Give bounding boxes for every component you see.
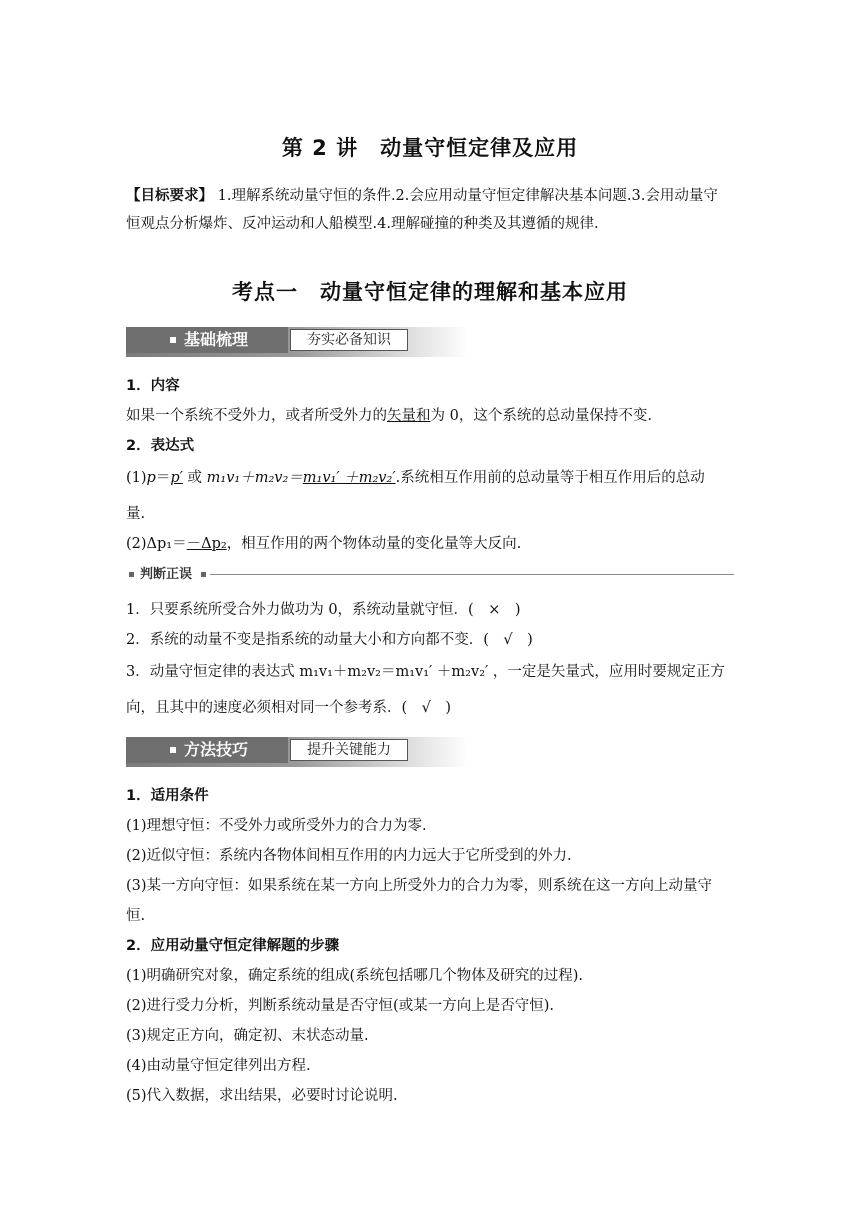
goal-text-1: 1.理解系统动量守恒的条件.2.会应用动量守恒定律解决基本问题.3.会用动量守: [217, 188, 718, 204]
judge-item-2: 2．系统的动量不变是指系统的动量大小和方向都不变．( √ ): [126, 632, 533, 648]
judge-rule: [210, 574, 734, 575]
expr1-lhs: m₁v₁＋m₂v₂＝: [206, 470, 303, 486]
content-p1-a: 如果一个系统不受外力，或者所受外力的: [126, 408, 387, 424]
expr1-eq: ＝: [155, 470, 171, 486]
step-2: (2)进行受力分析，判断系统动量是否守恒(或某一方向上是否守恒).: [126, 998, 554, 1014]
goal-label: 【目标要求】: [126, 188, 213, 204]
expr1-p-prime: p′: [170, 470, 183, 486]
step-3: (3)规定正方向，确定初、末状态动量.: [126, 1028, 369, 1044]
expr1-a: (1): [126, 470, 147, 486]
condition-1: (1)理想守恒：不受外力或所受外力的合力为零.: [126, 818, 427, 834]
banner-method-main: 方法技巧: [126, 737, 288, 763]
expr2-a: (2)Δp₁＝: [126, 536, 187, 552]
expr1-p: p: [146, 470, 156, 486]
expr1-tail: .系统相互作用前的总动量等于相互作用后的总动: [395, 470, 705, 486]
condition-3b: 恒.: [126, 908, 146, 924]
heading-steps: 2．应用动量守恒定律解题的步骤: [126, 938, 340, 954]
expression-1-cont: 量.: [126, 506, 146, 522]
content-p1-underline: 矢量和: [387, 408, 431, 424]
page-title: 第 2 讲 动量守恒定律及应用: [281, 136, 579, 160]
step-1: (1)明确研究对象，确定系统的组成(系统包括哪几个物体及研究的过程).: [126, 968, 583, 984]
step-5: (5)代入数据，求出结果，必要时讨论说明.: [126, 1088, 398, 1104]
heading-conditions: 1．适用条件: [126, 788, 209, 804]
expr2-underline: －Δp₂: [186, 536, 227, 552]
condition-2: (2)近似守恒：系统内各物体间相互作用的内力远大于它所受到的外力.: [126, 848, 572, 864]
section-title: 考点一 动量守恒定律的理解和基本应用: [232, 280, 628, 304]
judge-label: 判断正误: [140, 567, 193, 582]
banner-basic-main: 基础梳理: [126, 327, 288, 353]
expression-2: [126, 534, 521, 554]
expr1-rhs: m₁v₁′ ＋m₂v₂′: [302, 470, 396, 486]
content-p1-b: 为 0，这个系统的总动量保持不变.: [430, 408, 652, 424]
banner-basic-sub: 夯实必备知识: [290, 329, 408, 351]
step-4: (4)由动量守恒定律列出方程.: [126, 1058, 311, 1074]
judge-item-3a: 3．动量守恒定律的表达式 m₁v₁＋m₂v₂＝m₁v₁′ ＋m₂v₂′ ，一定是矢量式，应用时要规定正方: [126, 664, 725, 680]
judge-header: [126, 566, 734, 584]
judge-square-icon: [129, 572, 134, 577]
judge-item-3b: 向，且其中的速度必须相对同一个参考系．( √ ): [126, 700, 452, 716]
content-paragraph: [126, 406, 652, 426]
condition-3a: (3)某一方向守恒：如果系统在某一方向上所受外力的合力为零，则系统在这一方向上动量守: [126, 878, 713, 894]
goal-line-1: [126, 186, 718, 206]
banner-method: [126, 737, 468, 767]
banner-basic: [126, 327, 468, 357]
expr2-b: ，相互作用的两个物体动量的变化量等大反向.: [226, 536, 522, 552]
expression-1: [126, 468, 705, 488]
banner-square-icon: [170, 747, 176, 753]
heading-expression: 2．表达式: [126, 438, 195, 454]
heading-content: 1．内容: [126, 378, 180, 394]
banner-square-icon: [170, 337, 176, 343]
expr1-or: 或: [182, 470, 207, 486]
goal-line-2: 恒观点分析爆炸、反冲运动和人船模型.4.理解碰撞的种类及其遵循的规律.: [126, 216, 599, 232]
banner-method-sub: 提升关键能力: [290, 739, 408, 761]
judge-square-icon-2: [201, 572, 206, 577]
judge-item-1: 1．只要系统所受合外力做功为 0，系统动量就守恒．( × ): [126, 602, 521, 618]
